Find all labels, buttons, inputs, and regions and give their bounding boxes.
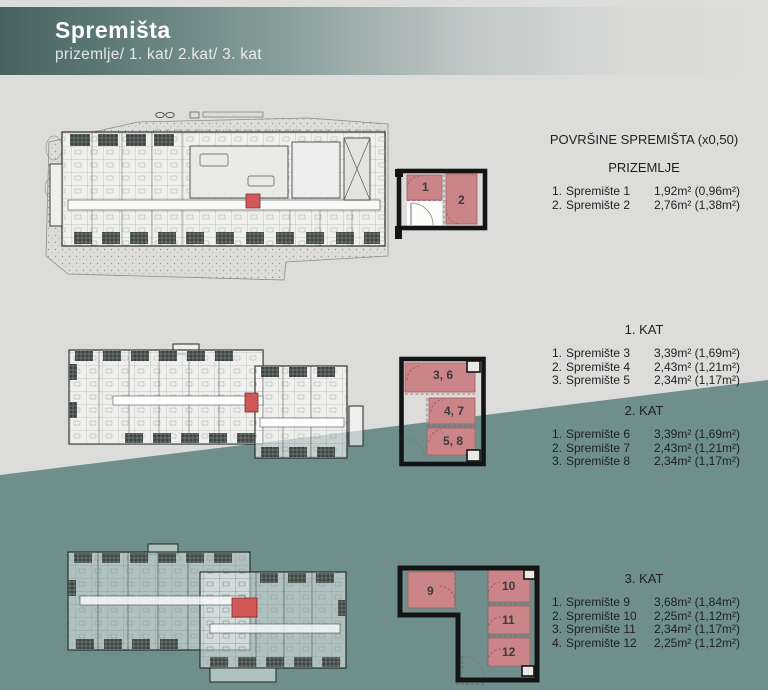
storage-highlight-prizemlje <box>246 194 260 208</box>
wall-stub <box>395 226 402 239</box>
legend-section-kat2 <box>512 404 768 469</box>
row-number: 3. <box>552 622 563 636</box>
row-label: Spremište 6 <box>566 427 631 441</box>
row-area: 3,68m² (1,84m²) <box>654 595 741 609</box>
row-number: 3. <box>552 454 563 468</box>
floor-plan-prizemlje <box>40 108 392 290</box>
legend-section-prizemlje <box>512 161 768 212</box>
row-area: 3,39m² (1,69m²) <box>654 427 741 441</box>
row-area: 3,39m² (1,69m²) <box>654 346 741 360</box>
row-number: 2. <box>552 608 563 623</box>
row-label: Spremište 12 <box>566 635 637 650</box>
row-area: 2,43m² (1,21m²) <box>654 440 741 455</box>
row-area: 2,43m² (1,21m²) <box>654 359 741 374</box>
row-number: 1. <box>552 184 563 198</box>
shaft-bottom <box>467 450 480 461</box>
section-heading-kat3: 3. KAT <box>624 571 664 586</box>
entrance-door-arc <box>405 439 425 459</box>
section-heading-kat2: 2. KAT <box>624 403 664 418</box>
storage-row <box>512 596 768 610</box>
legend-section-kat1 <box>512 323 768 388</box>
row-label: Spremište 2 <box>566 197 631 212</box>
row-label: Spremište 7 <box>566 440 631 455</box>
storage-row <box>512 428 768 442</box>
row-label: Spremište 4 <box>566 359 631 374</box>
storage-row <box>512 199 768 213</box>
row-area: 2,34m² (1,17m²) <box>654 454 741 468</box>
building-outline <box>69 344 363 458</box>
wall-cap <box>395 169 403 177</box>
storage-highlight-kat3 <box>232 598 257 617</box>
page-subtitle: prizemlje/ 1. kat/ 2.kat/ 3. kat <box>55 46 262 63</box>
room-label-2: 2 <box>458 193 465 207</box>
row-number: 4. <box>552 635 563 650</box>
row-label: Spremište 1 <box>566 184 631 198</box>
shaft-top <box>467 361 480 372</box>
title-banner <box>0 7 768 75</box>
row-label: Spremište 10 <box>566 608 637 623</box>
page-title: Spremišta <box>55 17 171 43</box>
storage-highlight-kat12 <box>245 393 258 412</box>
room-label-1: 1 <box>422 180 429 194</box>
room-label-11: 11 <box>502 613 515 627</box>
section-heading-kat1: 1. KAT <box>624 322 664 337</box>
room-label-10: 10 <box>502 579 516 593</box>
room-label-9: 9 <box>427 584 434 598</box>
row-label: Spremište 8 <box>566 454 631 468</box>
entrance-door-arc <box>462 656 484 678</box>
storage-row <box>512 637 768 651</box>
storage-row <box>512 347 768 361</box>
storage-row <box>512 610 768 624</box>
row-number: 3. <box>552 373 563 387</box>
storage-row <box>512 442 768 456</box>
room-label-5-8: 5, 8 <box>443 434 464 448</box>
row-label: Spremište 11 <box>566 622 636 636</box>
row-area: 2,76m² (1,38m²) <box>654 197 741 212</box>
row-number: 1. <box>552 595 563 609</box>
storage-row <box>512 374 768 388</box>
room-label-12: 12 <box>502 645 516 659</box>
storage-row <box>512 455 768 469</box>
vestibule <box>407 201 442 227</box>
floor-plan-kat12 <box>55 340 370 488</box>
storage-detail-prizemlje <box>394 163 490 241</box>
row-number: 2. <box>552 440 563 455</box>
storage-detail-kat12 <box>397 354 489 470</box>
row-label: Spremište 9 <box>566 595 631 609</box>
floor-plan-kat3 <box>60 540 392 690</box>
row-label: Spremište 3 <box>566 346 631 360</box>
building-outline <box>68 544 346 682</box>
storage-row <box>512 361 768 375</box>
row-number: 2. <box>552 359 563 374</box>
row-area: 2,34m² (1,17m²) <box>654 622 741 636</box>
row-area: 2,25m² (1,12m²) <box>654 635 741 650</box>
section-heading-prizemlje: PRIZEMLJE <box>608 160 680 175</box>
row-area: 2,25m² (1,12m²) <box>654 608 741 623</box>
storage-row <box>512 623 768 637</box>
row-number: 2. <box>552 197 563 212</box>
shaft-bottom <box>522 666 534 676</box>
row-number: 1. <box>552 427 563 441</box>
row-area: 1,92m² (0,96m²) <box>654 184 741 198</box>
room-label-4-7: 4, 7 <box>444 404 465 418</box>
room-label-3-6: 3, 6 <box>433 368 454 382</box>
building-outline <box>50 132 385 246</box>
row-area: 2,34m² (1,17m²) <box>654 373 741 387</box>
storage-row <box>512 185 768 199</box>
row-label: Spremište 5 <box>566 373 631 387</box>
legend-section-kat3 <box>512 572 768 650</box>
row-number: 1. <box>552 346 563 360</box>
legend-title: POVRŠINE SPREMIŠTA (x0,50) <box>549 132 739 147</box>
